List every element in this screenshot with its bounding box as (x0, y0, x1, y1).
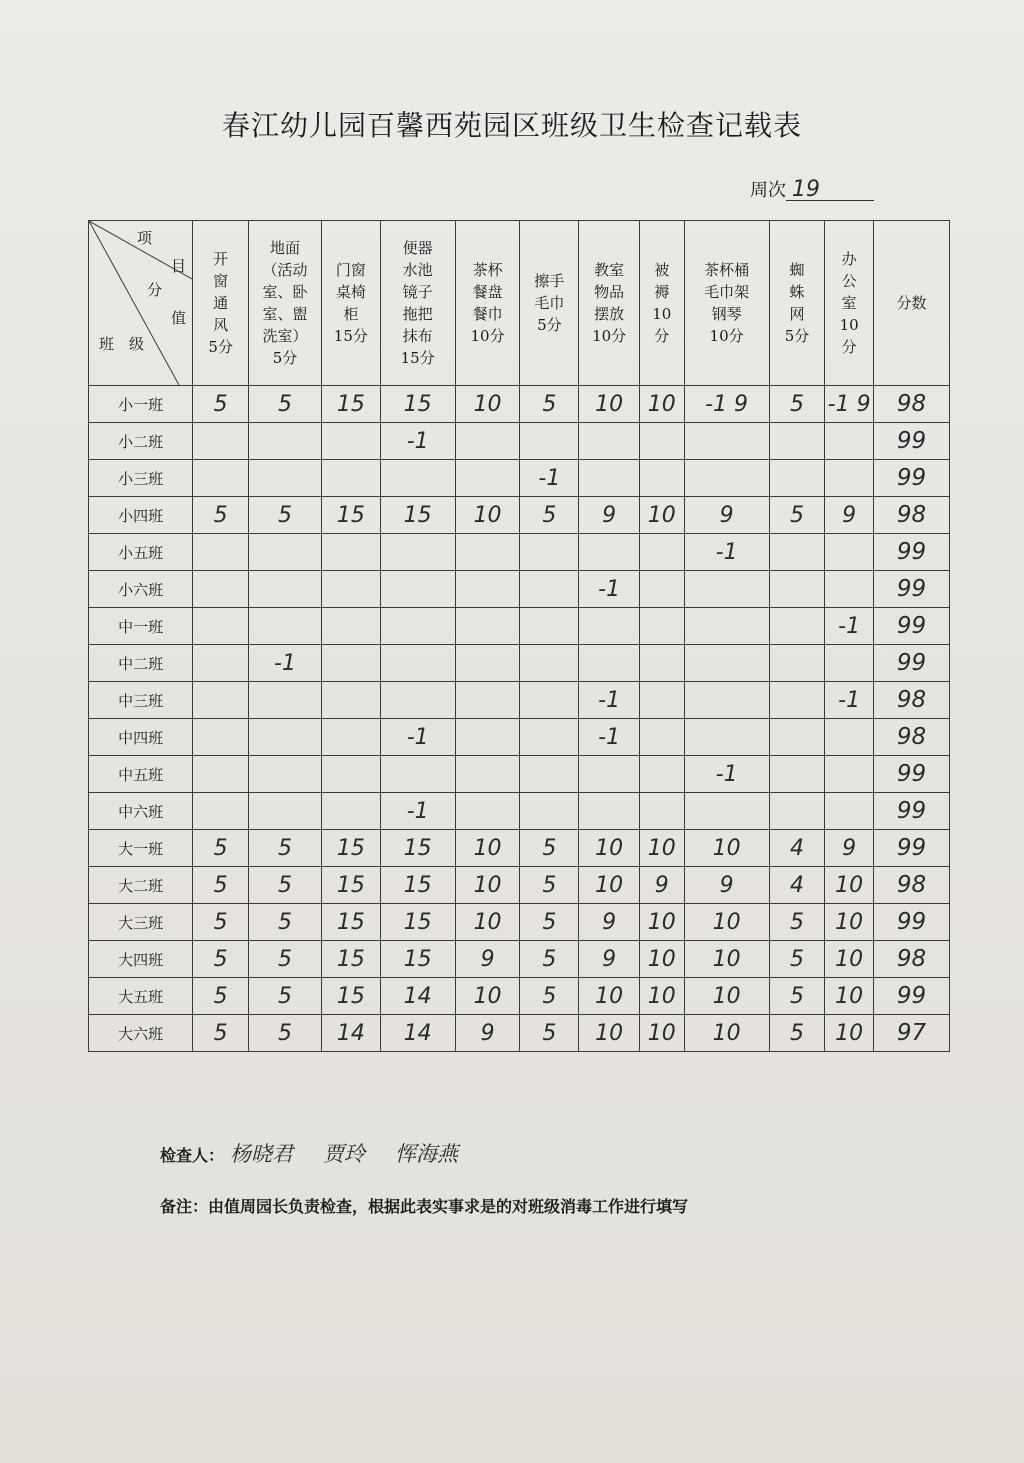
value-cell: -1 (579, 682, 640, 719)
value-cell (520, 423, 579, 460)
col-header-score: 分数 (873, 221, 949, 386)
score-cell: 99 (873, 534, 949, 571)
value-cell (455, 682, 520, 719)
value-cell (249, 719, 322, 756)
corner-cell (89, 221, 193, 386)
corner-score-b: 值 (171, 309, 187, 327)
value-cell (193, 756, 249, 793)
value-cell: 9 (579, 904, 640, 941)
class-name-cell: 大六班 (89, 1015, 193, 1052)
value-cell (193, 645, 249, 682)
value-cell: 5 (193, 978, 249, 1015)
value-cell (769, 719, 825, 756)
table-row (89, 1015, 950, 1052)
value-cell: 10 (684, 941, 769, 978)
value-cell (825, 793, 874, 830)
col-header: 被 褥 10 分 (640, 221, 685, 386)
value-cell: 15 (380, 867, 455, 904)
table-row (89, 497, 950, 534)
value-cell (321, 608, 380, 645)
table-row (89, 830, 950, 867)
value-cell (193, 534, 249, 571)
class-name-cell: 大五班 (89, 978, 193, 1015)
value-cell: 15 (321, 941, 380, 978)
value-cell (640, 793, 685, 830)
value-cell (193, 571, 249, 608)
class-name-cell: 小六班 (89, 571, 193, 608)
score-cell: 98 (873, 386, 949, 423)
value-cell: 15 (380, 497, 455, 534)
class-name-cell: 中一班 (89, 608, 193, 645)
value-cell: 5 (520, 978, 579, 1015)
value-cell (249, 423, 322, 460)
value-cell: 10 (455, 386, 520, 423)
value-cell (825, 719, 874, 756)
value-cell (640, 719, 685, 756)
value-cell: 5 (193, 830, 249, 867)
value-cell (640, 682, 685, 719)
class-name-cell: 中三班 (89, 682, 193, 719)
value-cell: 5 (769, 497, 825, 534)
value-cell (249, 460, 322, 497)
corner-item: 项 (137, 229, 153, 247)
inspector-label: 检查人： (160, 1146, 225, 1165)
value-cell (520, 793, 579, 830)
value-cell (380, 645, 455, 682)
value-cell: 15 (380, 386, 455, 423)
value-cell (321, 645, 380, 682)
score-cell: 99 (873, 608, 949, 645)
value-cell: 10 (640, 978, 685, 1015)
value-cell: 15 (321, 497, 380, 534)
score-cell: 99 (873, 978, 949, 1015)
value-cell: 10 (579, 1015, 640, 1052)
value-cell: 10 (640, 497, 685, 534)
class-name-cell: 小二班 (89, 423, 193, 460)
score-cell: 99 (873, 904, 949, 941)
value-cell: -1 (684, 756, 769, 793)
value-cell: 10 (825, 941, 874, 978)
value-cell (579, 460, 640, 497)
score-cell: 99 (873, 756, 949, 793)
table-row (89, 904, 950, 941)
value-cell (769, 534, 825, 571)
value-cell: -1 (520, 460, 579, 497)
value-cell (520, 682, 579, 719)
value-cell: 5 (249, 941, 322, 978)
value-cell: 10 (825, 978, 874, 1015)
value-cell (520, 534, 579, 571)
class-name-cell: 中二班 (89, 645, 193, 682)
col-header: 茶杯 餐盘 餐巾 10分 (455, 221, 520, 386)
value-cell (193, 423, 249, 460)
value-cell: 5 (769, 1015, 825, 1052)
value-cell: 10 (825, 867, 874, 904)
value-cell: 15 (321, 867, 380, 904)
value-cell: 10 (455, 830, 520, 867)
value-cell: 5 (249, 1015, 322, 1052)
value-cell: 5 (520, 904, 579, 941)
value-cell: 10 (825, 904, 874, 941)
value-cell: 10 (640, 904, 685, 941)
table-row (89, 719, 950, 756)
class-name-cell: 大一班 (89, 830, 193, 867)
value-cell: 5 (769, 386, 825, 423)
value-cell: 5 (769, 904, 825, 941)
corner-score-a: 分 (147, 281, 163, 299)
value-cell (769, 571, 825, 608)
value-cell (380, 460, 455, 497)
score-cell: 98 (873, 867, 949, 904)
value-cell: 5 (520, 1015, 579, 1052)
value-cell (684, 423, 769, 460)
value-cell: 10 (640, 386, 685, 423)
table-row (89, 386, 950, 423)
score-cell: 98 (873, 497, 949, 534)
table-row (89, 571, 950, 608)
col-header: 办 公 室 10 分 (825, 221, 874, 386)
table-row (89, 978, 950, 1015)
value-cell (640, 534, 685, 571)
week-value: 19 (786, 180, 874, 201)
score-cell: 98 (873, 682, 949, 719)
class-name-cell: 小五班 (89, 534, 193, 571)
value-cell (684, 460, 769, 497)
value-cell (321, 423, 380, 460)
value-cell (193, 793, 249, 830)
value-cell (579, 645, 640, 682)
value-cell (321, 534, 380, 571)
value-cell: 10 (455, 978, 520, 1015)
value-cell: 14 (380, 1015, 455, 1052)
class-name-cell: 中四班 (89, 719, 193, 756)
value-cell (825, 645, 874, 682)
class-name-cell: 中五班 (89, 756, 193, 793)
inspector-line (160, 1138, 482, 1168)
value-cell (825, 534, 874, 571)
value-cell (321, 719, 380, 756)
table-row (89, 756, 950, 793)
value-cell (380, 756, 455, 793)
value-cell (193, 719, 249, 756)
value-cell (825, 756, 874, 793)
col-header: 地面 （活动 室、卧 室、盥 洗室） 5分 (249, 221, 322, 386)
value-cell (640, 460, 685, 497)
value-cell (249, 571, 322, 608)
table-row (89, 608, 950, 645)
class-name-cell: 小三班 (89, 460, 193, 497)
value-cell (193, 608, 249, 645)
week-label: 周次 (750, 180, 786, 201)
value-cell (769, 756, 825, 793)
value-cell: 10 (579, 830, 640, 867)
table-row (89, 682, 950, 719)
value-cell (249, 608, 322, 645)
value-cell (321, 793, 380, 830)
value-cell (769, 460, 825, 497)
value-cell: 10 (640, 830, 685, 867)
value-cell (520, 645, 579, 682)
value-cell: 5 (520, 867, 579, 904)
value-cell: -1 (825, 682, 874, 719)
value-cell (249, 756, 322, 793)
value-cell: -1 (579, 719, 640, 756)
value-cell: 10 (579, 867, 640, 904)
value-cell (520, 756, 579, 793)
value-cell: -1 (825, 608, 874, 645)
value-cell (769, 645, 825, 682)
value-cell (455, 571, 520, 608)
value-cell: 5 (520, 941, 579, 978)
value-cell: 10 (455, 904, 520, 941)
value-cell (579, 423, 640, 460)
value-cell: 5 (193, 1015, 249, 1052)
value-cell: 9 (579, 941, 640, 978)
class-name-cell: 大二班 (89, 867, 193, 904)
value-cell (249, 682, 322, 719)
value-cell: 5 (249, 497, 322, 534)
value-cell: -1 (380, 423, 455, 460)
value-cell: 10 (640, 941, 685, 978)
class-name-cell: 大四班 (89, 941, 193, 978)
value-cell (684, 571, 769, 608)
value-cell (249, 534, 322, 571)
value-cell (520, 571, 579, 608)
table-row (89, 460, 950, 497)
class-name-cell: 中六班 (89, 793, 193, 830)
value-cell: 5 (520, 497, 579, 534)
value-cell: 15 (321, 904, 380, 941)
value-cell: -1 9 (825, 386, 874, 423)
value-cell (455, 534, 520, 571)
value-cell (455, 645, 520, 682)
value-cell (640, 645, 685, 682)
score-cell: 99 (873, 423, 949, 460)
col-header: 教室 物品 摆放 10分 (579, 221, 640, 386)
value-cell: -1 (579, 571, 640, 608)
header-row (89, 221, 950, 386)
table-body (89, 386, 950, 1052)
value-cell: 10 (455, 497, 520, 534)
value-cell (380, 534, 455, 571)
value-cell (684, 645, 769, 682)
value-cell: 9 (579, 497, 640, 534)
value-cell (455, 756, 520, 793)
value-cell: 5 (520, 386, 579, 423)
class-name-cell: 小一班 (89, 386, 193, 423)
value-cell: 9 (825, 830, 874, 867)
value-cell: -1 (249, 645, 322, 682)
value-cell: 10 (455, 867, 520, 904)
score-cell: 98 (873, 941, 949, 978)
value-cell (455, 608, 520, 645)
score-cell: 99 (873, 571, 949, 608)
score-cell: 99 (873, 830, 949, 867)
value-cell (520, 719, 579, 756)
class-name-cell: 大三班 (89, 904, 193, 941)
value-cell: 14 (321, 1015, 380, 1052)
week-field (750, 176, 874, 202)
value-cell (579, 608, 640, 645)
value-cell (825, 571, 874, 608)
col-header: 门窗 桌椅 柜 15分 (321, 221, 380, 386)
value-cell (321, 682, 380, 719)
col-header: 开 窗 通 风 5分 (193, 221, 249, 386)
value-cell (640, 756, 685, 793)
value-cell (769, 423, 825, 460)
table-row (89, 941, 950, 978)
value-cell: 15 (380, 941, 455, 978)
value-cell: 5 (249, 978, 322, 1015)
value-cell (640, 423, 685, 460)
value-cell: 14 (380, 978, 455, 1015)
value-cell (579, 793, 640, 830)
col-header: 便器 水池 镜子 拖把 抹布 15分 (380, 221, 455, 386)
value-cell (321, 460, 380, 497)
value-cell (684, 793, 769, 830)
corner-item2: 目 (171, 257, 187, 275)
value-cell: 9 (455, 1015, 520, 1052)
value-cell (193, 460, 249, 497)
col-header: 擦手 毛巾 5分 (520, 221, 579, 386)
value-cell (520, 608, 579, 645)
value-cell: 9 (684, 867, 769, 904)
value-cell (321, 756, 380, 793)
col-header: 蜘 蛛 网 5分 (769, 221, 825, 386)
value-cell: 5 (193, 386, 249, 423)
score-cell: 97 (873, 1015, 949, 1052)
value-cell: 15 (321, 978, 380, 1015)
value-cell (380, 571, 455, 608)
value-cell (579, 534, 640, 571)
value-cell: 15 (321, 386, 380, 423)
value-cell: 5 (193, 904, 249, 941)
value-cell: -1 (684, 534, 769, 571)
value-cell (249, 793, 322, 830)
value-cell (380, 608, 455, 645)
value-cell: 5 (193, 941, 249, 978)
value-cell: 9 (684, 497, 769, 534)
value-cell: -1 9 (684, 386, 769, 423)
value-cell (455, 460, 520, 497)
value-cell: 5 (193, 497, 249, 534)
value-cell: 10 (684, 1015, 769, 1052)
score-cell: 99 (873, 645, 949, 682)
value-cell: 5 (193, 867, 249, 904)
value-cell: 10 (684, 978, 769, 1015)
value-cell (684, 682, 769, 719)
value-cell: 15 (380, 904, 455, 941)
value-cell: 5 (520, 830, 579, 867)
value-cell: 10 (825, 1015, 874, 1052)
score-cell: 99 (873, 793, 949, 830)
score-cell: 99 (873, 460, 949, 497)
inspector-signature: 恽海燕 (395, 1142, 459, 1166)
value-cell (455, 793, 520, 830)
col-header: 茶杯桶 毛巾架 钢琴 10分 (684, 221, 769, 386)
value-cell: 5 (249, 904, 322, 941)
class-name-cell: 小四班 (89, 497, 193, 534)
value-cell: 5 (249, 867, 322, 904)
table-row (89, 534, 950, 571)
value-cell (825, 460, 874, 497)
table-row (89, 423, 950, 460)
value-cell: 4 (769, 830, 825, 867)
value-cell: 10 (579, 386, 640, 423)
table-row (89, 867, 950, 904)
value-cell (455, 719, 520, 756)
inspector-signature: 贾玲 (323, 1142, 366, 1166)
value-cell: 10 (684, 904, 769, 941)
page-title: 春江幼儿园百馨西苑园区班级卫生检查记载表 (221, 109, 802, 142)
value-cell: 5 (249, 386, 322, 423)
value-cell: 5 (769, 978, 825, 1015)
value-cell (769, 608, 825, 645)
value-cell (193, 682, 249, 719)
value-cell (640, 571, 685, 608)
value-cell: 10 (579, 978, 640, 1015)
value-cell (380, 682, 455, 719)
value-cell: 15 (380, 830, 455, 867)
value-cell: -1 (380, 793, 455, 830)
value-cell: 9 (825, 497, 874, 534)
table-row (89, 793, 950, 830)
inspector-signature: 杨晓君 (230, 1142, 294, 1166)
remarks-note: 备注：由值周园长负责检查，根据此表实事求是的对班级消毒工作进行填写 (160, 1197, 689, 1216)
value-cell (455, 423, 520, 460)
value-cell (825, 423, 874, 460)
value-cell: 4 (769, 867, 825, 904)
value-cell: 15 (321, 830, 380, 867)
value-cell (769, 793, 825, 830)
value-cell (321, 571, 380, 608)
value-cell: 9 (640, 867, 685, 904)
value-cell (640, 608, 685, 645)
value-cell (579, 756, 640, 793)
value-cell: 5 (249, 830, 322, 867)
value-cell: 5 (769, 941, 825, 978)
value-cell: 9 (455, 941, 520, 978)
value-cell (769, 682, 825, 719)
score-cell: 98 (873, 719, 949, 756)
value-cell (684, 719, 769, 756)
value-cell (684, 608, 769, 645)
value-cell: -1 (380, 719, 455, 756)
inspection-table (88, 220, 950, 1052)
table-row (89, 645, 950, 682)
value-cell: 10 (684, 830, 769, 867)
corner-class: 班 级 (99, 335, 145, 353)
value-cell: 10 (640, 1015, 685, 1052)
